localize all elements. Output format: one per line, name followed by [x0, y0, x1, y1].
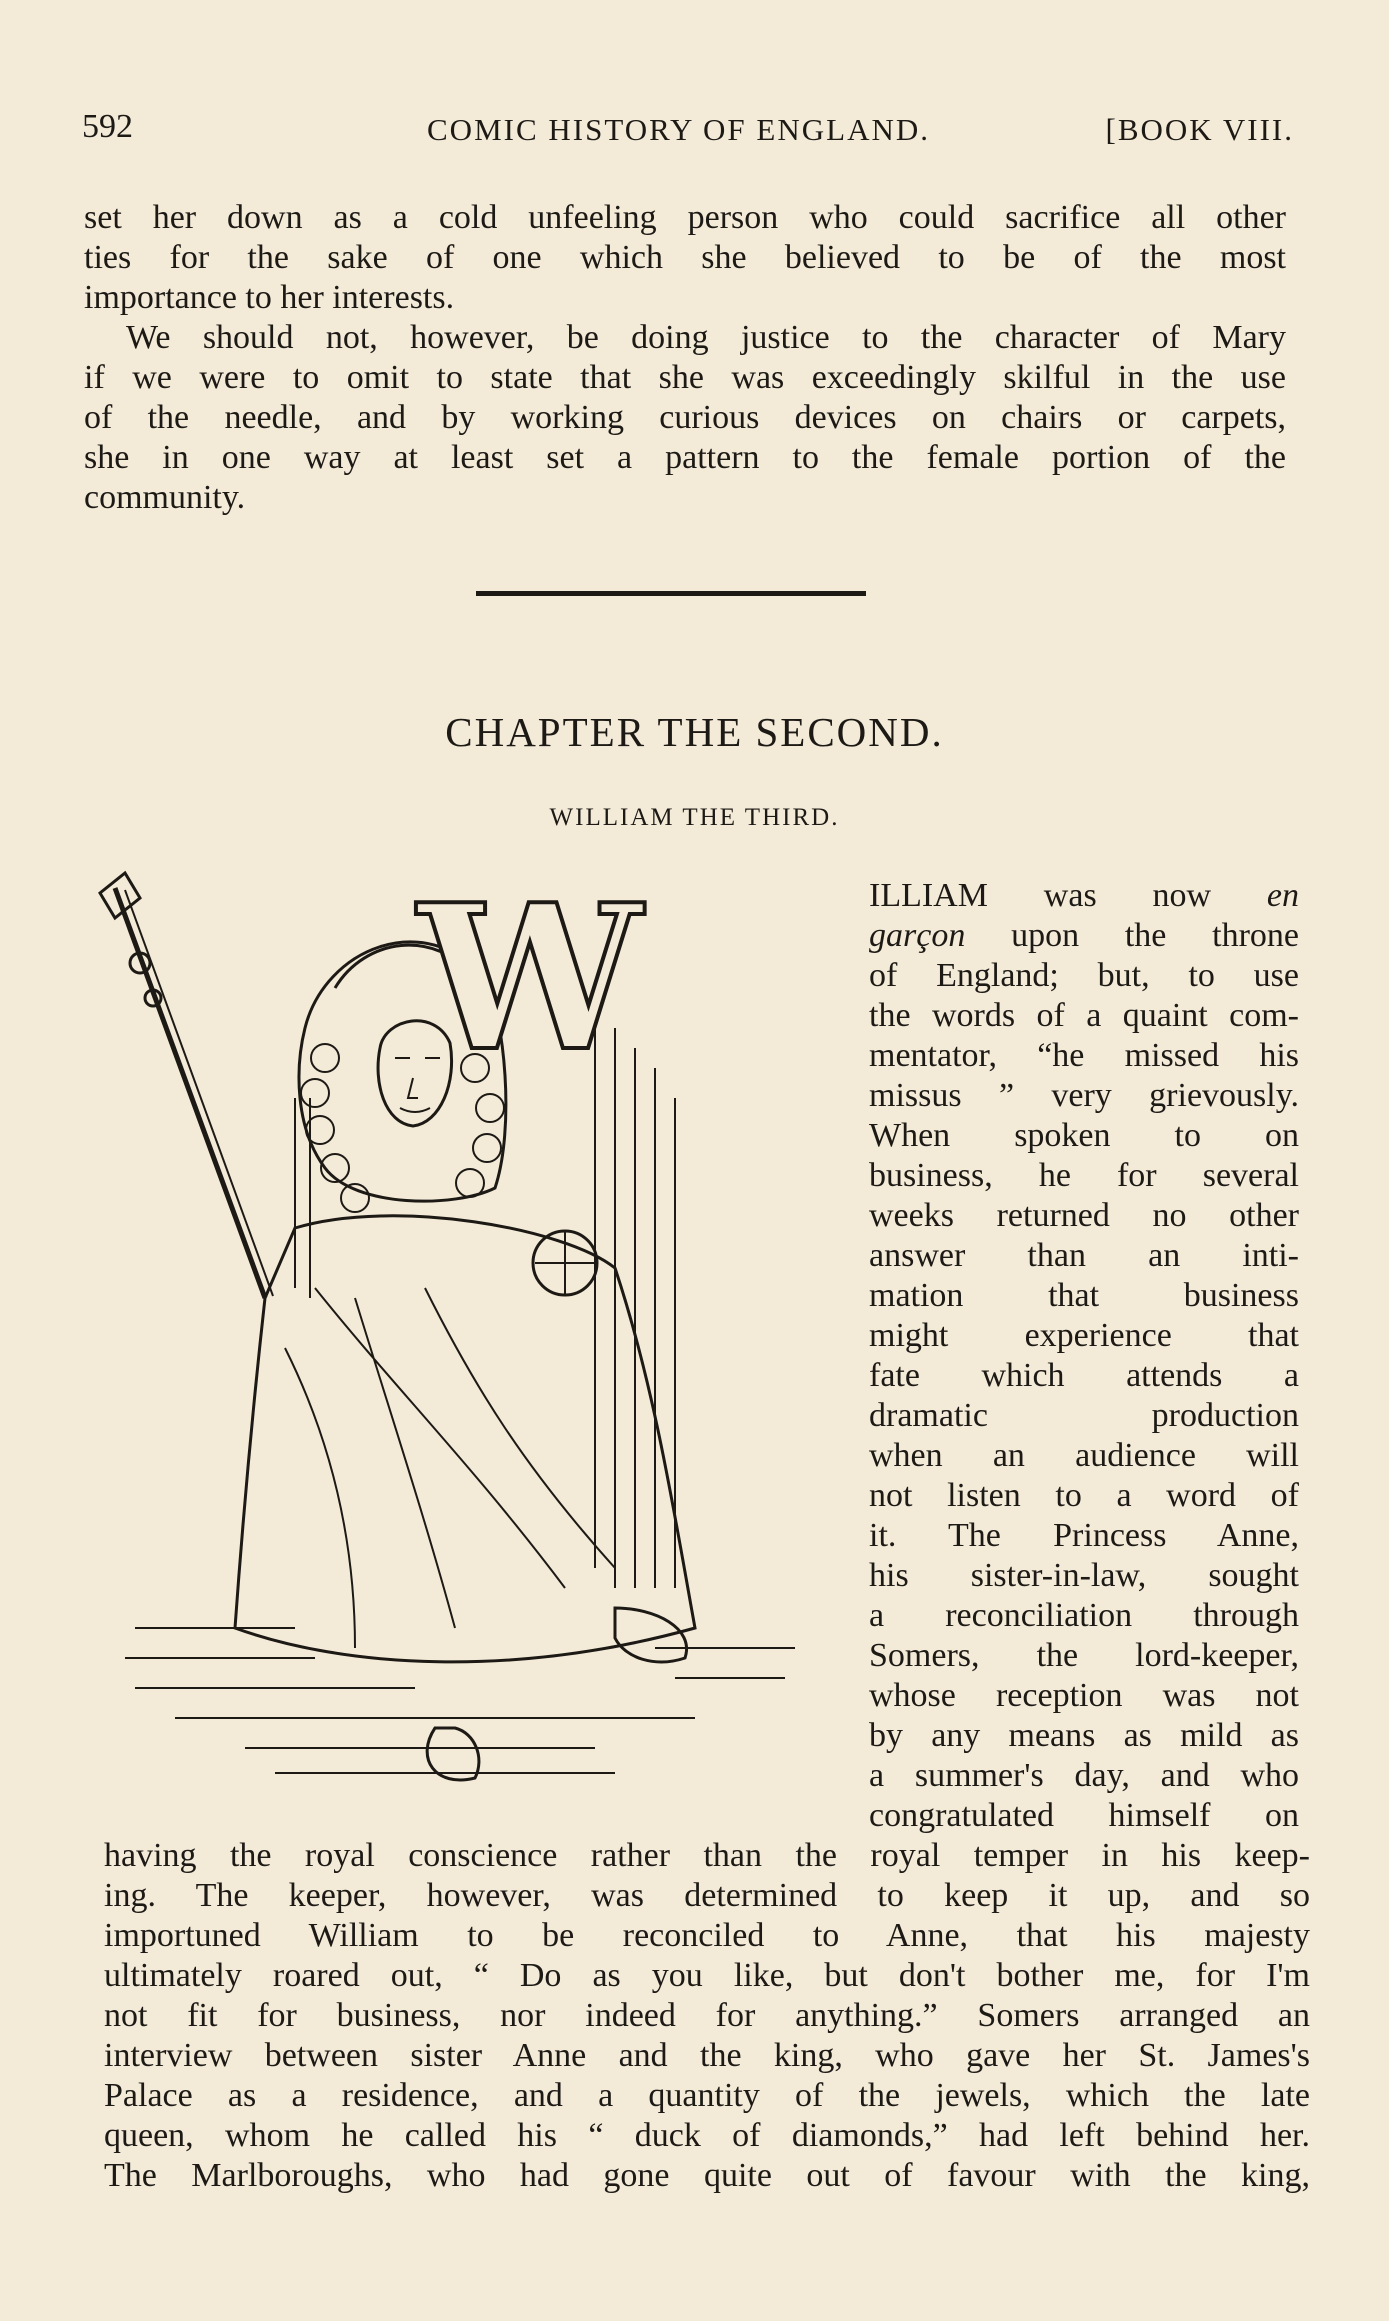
text-line: when an audience will [869, 1437, 1299, 1474]
page-number: 592 [82, 108, 133, 145]
text-line: mation that business [869, 1277, 1299, 1314]
text-line: she in one way at least set a pattern to the female portion of the [84, 439, 1286, 476]
text-line: business, he for several [869, 1157, 1299, 1194]
book-label: [BOOK VIII. [1105, 112, 1294, 147]
text-line: of the needle, and by working curious devices on chairs or carpets, [84, 399, 1286, 436]
text-line: Palace as a residence, and a quantity of the jewels, which the late [104, 2077, 1310, 2114]
text-line: missus ” very grievously. [869, 1077, 1299, 1114]
text-line: congratulated himself on [869, 1797, 1299, 1834]
text-line: We should not, however, be doing justice to the character of Mary [126, 319, 1286, 356]
text-line: of England; but, to use [869, 957, 1299, 994]
intro-paragraphs [84, 198, 1286, 518]
text-line: whose reception was not [869, 1677, 1299, 1714]
text-line: having the royal conscience rather than the royal temper in his keep- [104, 1837, 1310, 1874]
chapter-title: CHAPTER THE SECOND. [445, 709, 944, 755]
section-divider [476, 591, 866, 596]
side-column-text [869, 876, 1299, 1836]
text-line: a summer's day, and who [869, 1757, 1299, 1794]
text-line: ILLIAM was now en [869, 877, 1299, 914]
text-line: might experience that [869, 1317, 1299, 1354]
text-line: not listen to a word of [869, 1477, 1299, 1514]
text-line: When spoken to on [869, 1117, 1299, 1154]
text-line: a reconciliation through [869, 1597, 1299, 1634]
text-line: mentator, “he missed his [869, 1037, 1299, 1074]
text-line: importuned William to be reconciled to Anne, that his majesty [104, 1917, 1310, 1954]
text-line: ing. The keeper, however, was determined to keep it up, and so [104, 1877, 1310, 1914]
text-line: Somers, the lord-keeper, [869, 1637, 1299, 1674]
text-line: ties for the sake of one which she believed to be of the most [84, 239, 1286, 276]
drop-cap-letter: W [417, 868, 643, 1096]
text-line: if we were to omit to state that she was exceedingly skilful in the use [84, 359, 1286, 396]
text-line: answer than an inti- [869, 1237, 1299, 1274]
text-line: dramatic production [869, 1397, 1299, 1434]
text-line: set her down as a cold unfeeling person who could sacrifice all other [84, 199, 1286, 236]
text-line: garçon upon the throne [869, 917, 1299, 954]
text-line: community. [84, 479, 246, 516]
king-william-illustration [95, 868, 845, 1798]
text-line: interview between sister Anne and the king, who gave her St. James's [104, 2037, 1310, 2074]
text-line: queen, whom he called his “ duck of diamonds,” had left behind her. [104, 2117, 1310, 2154]
running-head [82, 108, 1294, 156]
text-line: fate which attends a [869, 1357, 1299, 1394]
text-line: importance to her interests. [84, 279, 455, 316]
text-line: The Marlboroughs, who had gone quite out of favour with the king, [104, 2157, 1310, 2194]
running-title: COMIC HISTORY OF ENGLAND. [427, 112, 930, 147]
text-line: by any means as mild as [869, 1717, 1299, 1754]
text-line: it. The Princess Anne, [869, 1517, 1299, 1554]
text-line: his sister-in-law, sought [869, 1557, 1299, 1594]
text-line: the words of a quaint com- [869, 997, 1299, 1034]
continuation-paragraph [104, 1836, 1310, 2196]
text-line: not fit for business, nor indeed for anything.” Somers arranged an [104, 1997, 1310, 2034]
text-line: weeks returned no other [869, 1197, 1299, 1234]
chapter-subtitle: WILLIAM THE THIRD. [549, 804, 840, 831]
text-line: ultimately roared out, “ Do as you like, but don't bother me, for I'm [104, 1957, 1310, 1994]
